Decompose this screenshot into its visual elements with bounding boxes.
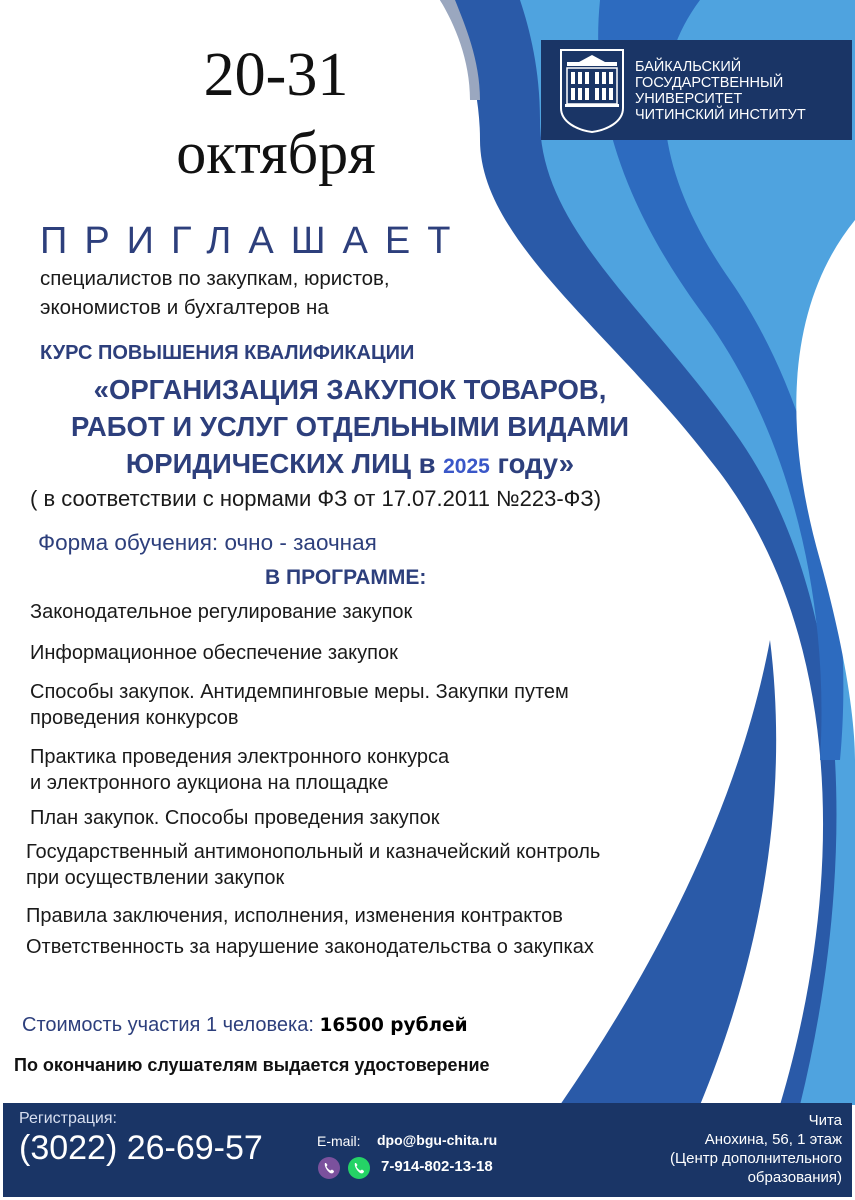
mobile-phone[interactable]: 7-914-802-13-18: [381, 1158, 493, 1175]
address-center-line2: образования): [747, 1169, 842, 1186]
program-item: Практика проведения электронного конкурса: [30, 746, 450, 768]
program-item: Правила заключения, исполнения, изменения контрактов: [26, 905, 563, 927]
program-heading: В ПРОГРАММЕ:: [265, 566, 427, 589]
university-name-line1: БАЙКАЛЬСКИЙ: [635, 59, 742, 75]
address-center-line1: (Центр дополнительного: [670, 1150, 842, 1167]
invite-audience-line2: экономистов и бухгалтеров на: [40, 296, 329, 319]
invite-heading: ПРИГЛАШАЕТ: [40, 220, 468, 262]
contact-footer: [3, 1103, 852, 1197]
program-item: Способы закупок. Антидемпинговые меры. Закупки путем: [30, 681, 569, 703]
address-street: Анохина, 56, 1 этаж: [704, 1131, 842, 1148]
program-item: План закупок. Способы проведения закупок: [30, 807, 440, 829]
email-link[interactable]: dpo@bgu-chita.ru: [377, 1132, 498, 1148]
university-name-line4: ЧИТИНСКИЙ ИНСТИТУТ: [635, 107, 806, 123]
cost-value: 16500 рублей: [319, 1015, 468, 1036]
certificate-note: По окончанию слушателям выдается удостоверение: [14, 1055, 490, 1075]
registration-phone[interactable]: (3022) 26-69-57: [19, 1129, 263, 1167]
university-name-line2: ГОСУДАРСТВЕННЫЙ: [635, 75, 784, 91]
event-month: октября: [176, 120, 376, 186]
course-title-line3: [0, 446, 700, 485]
study-form: Форма обучения: очно - заочная: [38, 530, 377, 555]
program-item-continued: проведения конкурсов: [30, 707, 239, 729]
program-item: Государственный антимонопольный и казначейский контроль: [26, 841, 601, 863]
address-city: Чита: [808, 1112, 842, 1129]
university-logo: [541, 40, 852, 140]
email-label: E-mail:: [317, 1133, 361, 1149]
event-dates: 20-31: [203, 41, 349, 109]
university-building-icon: [557, 48, 627, 134]
messenger-icons: [317, 1156, 371, 1185]
registration-label: Регистрация:: [19, 1110, 117, 1127]
participation-cost: [22, 1014, 468, 1037]
university-name: [635, 59, 806, 123]
course-title-line3-end: году»: [497, 448, 575, 479]
program-item-continued: при осуществлении закупок: [26, 867, 285, 889]
course-label: КУРС ПОВЫШЕНИЯ КВАЛИФИКАЦИИ: [40, 342, 415, 364]
program-item: Законодательное регулирование закупок: [30, 601, 413, 623]
viber-icon[interactable]: [317, 1156, 341, 1180]
address-block: [670, 1111, 842, 1187]
university-name-line3: УНИВЕРСИТЕТ: [635, 91, 743, 107]
program-item: Ответственность за нарушение законодательства о закупках: [26, 936, 594, 958]
program-item-continued: и электронного аукциона на площадке: [30, 772, 389, 794]
whatsapp-icon[interactable]: [347, 1156, 371, 1180]
course-title-line2: РАБОТ И УСЛУГ ОТДЕЛЬНЫМИ ВИДАМИ: [70, 411, 630, 442]
course-title-line3-start: ЮРИДИЧЕСКИХ ЛИЦ в: [125, 448, 436, 479]
cost-label: Стоимость участия 1 человека:: [22, 1014, 314, 1036]
course-year: 2025: [443, 455, 490, 478]
invite-audience-line1: специалистов по закупкам, юристов,: [40, 267, 390, 290]
course-title-line1: «ОРГАНИЗАЦИЯ ЗАКУПОК ТОВАРОВ,: [93, 374, 607, 405]
course-law: ( в соответствии с нормами ФЗ от 17.07.2011 №223-ФЗ): [30, 486, 602, 511]
program-item: Информационное обеспечение закупок: [30, 642, 398, 664]
